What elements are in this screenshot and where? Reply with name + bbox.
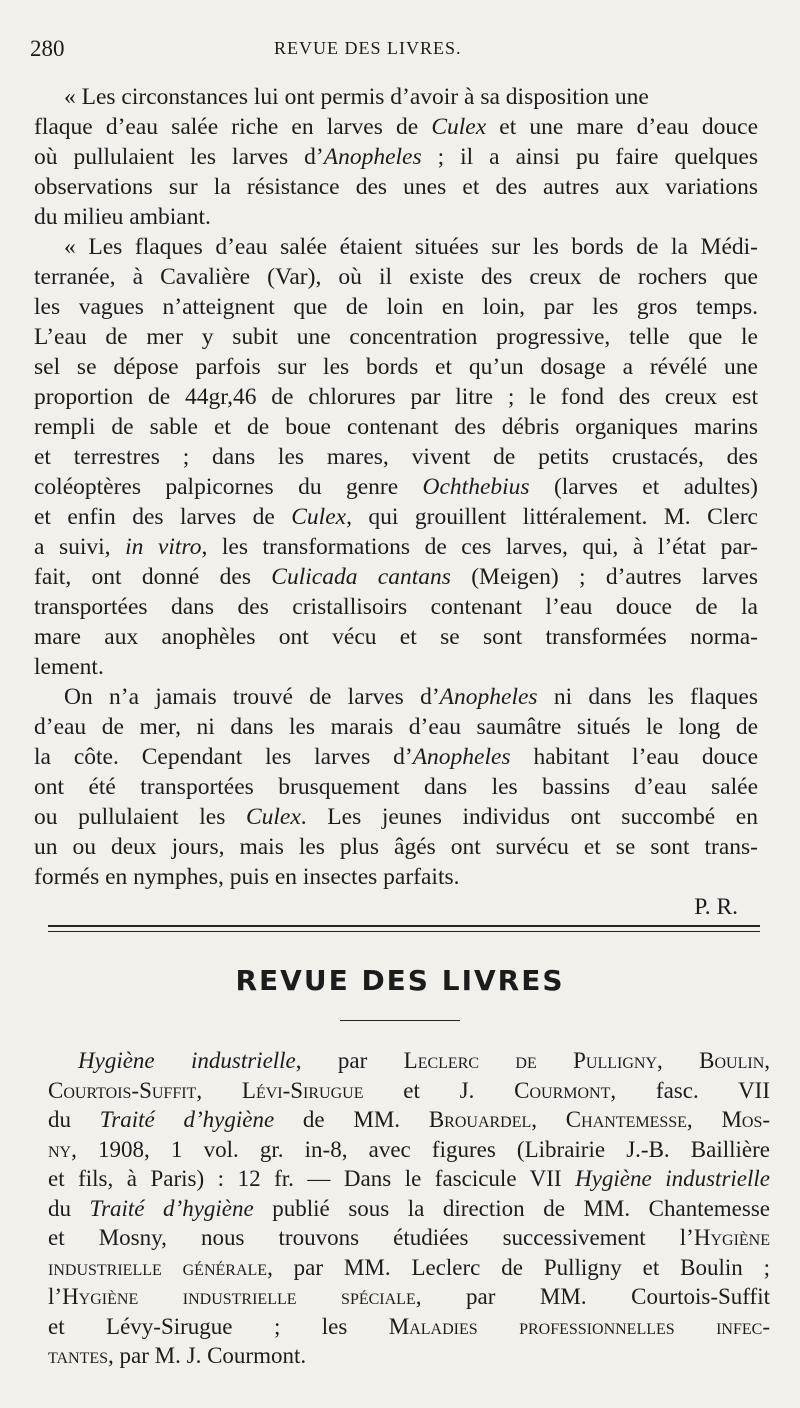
- text-line: [34, 622, 758, 652]
- text-segment: ,: [686, 1107, 722, 1132]
- text-segment: « Les circonstances lui ont permis d’avoir à sa disposition une: [64, 84, 649, 110]
- text-segment: ,: [531, 1107, 566, 1132]
- text-segment: ou pullulaient les: [34, 804, 246, 830]
- text-segment: lement.: [34, 654, 104, 680]
- text-segment: et Mosny, nous trouvons étudiées successivement l’: [48, 1225, 694, 1250]
- text-line: [34, 712, 758, 742]
- text-segment: . Les jeunes individus ont succombé en: [300, 804, 758, 830]
- section-title: REVUE DES LIVRES: [235, 964, 565, 997]
- text-line: [48, 1282, 770, 1312]
- text-segment: Traité d’hygiène: [89, 1195, 254, 1221]
- text-segment: (Meigen) ; d’autres larves: [450, 564, 758, 590]
- text-segment: du milieu ambiant.: [34, 204, 211, 230]
- text-segment: Hygiène industrielle: [78, 1048, 296, 1073]
- text-line: [48, 1194, 770, 1224]
- text-line: [48, 1341, 770, 1371]
- text-segment: , les transformations de ces larves, qui, à l’état par-: [201, 534, 758, 560]
- text-segment: un ou deux jours, mais les plus âgés ont survécu et se sont trans-: [34, 834, 758, 860]
- text-segment: Courmont: [514, 1077, 611, 1103]
- title-underline: [340, 1020, 460, 1021]
- text-segment: Maladies professionnelles infec-: [388, 1313, 770, 1339]
- text-segment: et enfin des larves de: [34, 504, 292, 530]
- text-segment: Culex: [291, 504, 347, 530]
- text-segment: Culicada cantans: [271, 564, 451, 590]
- page-header: [0, 36, 800, 66]
- text-segment: ni dans les flaques: [537, 684, 758, 710]
- text-line: [34, 502, 758, 532]
- review-text: [48, 1046, 770, 1371]
- text-line: [48, 1046, 770, 1076]
- text-line: [34, 532, 758, 562]
- text-segment: formés en nymphes, puis en insectes parfaits.: [34, 864, 460, 890]
- text-segment: coléoptères palpicornes du genre: [34, 474, 423, 500]
- text-segment: et fils, à Paris) : 12 fr. — Dans le fascicule VII: [48, 1166, 576, 1191]
- text-segment: Courtois-Suffit: [48, 1077, 197, 1103]
- text-segment: publié sous la direction de MM. Chantemesse: [253, 1195, 770, 1221]
- text-segment: ,: [764, 1048, 770, 1073]
- text-line: [34, 262, 758, 292]
- text-line: [48, 1164, 770, 1194]
- text-line: [34, 892, 758, 922]
- text-segment: observations sur la résistance des unes et des autres aux variations: [34, 174, 758, 200]
- text-segment: in vitro: [125, 534, 202, 560]
- text-segment: terranée, à Cavalière (Var), où il existe des creux de rochers que: [34, 264, 758, 290]
- text-segment: Anopheles: [439, 684, 538, 710]
- text-line: [34, 862, 758, 892]
- text-line: [34, 832, 758, 862]
- text-segment: , qui grouillent littéralement. M. Clerc: [346, 504, 758, 530]
- text-line: [34, 472, 758, 502]
- text-segment: où pullulaient les larves d’: [34, 144, 324, 170]
- text-line: [34, 112, 758, 142]
- text-segment: sel se dépose parfois sur les bords et qu’un dosage a révélé une: [34, 354, 758, 380]
- text-segment: Ochthebius: [422, 474, 530, 500]
- text-segment: Anopheles: [412, 744, 511, 770]
- text-line: [34, 742, 758, 772]
- text-line: [34, 562, 758, 592]
- text-line: [34, 652, 758, 682]
- text-segment: mare aux anophèles ont vécu et se sont transformées norma-: [34, 624, 758, 650]
- text-segment: proportion de 44gr,46 de chlorures par litre ; le fond des creux est: [34, 384, 758, 410]
- text-line: [34, 412, 758, 442]
- text-segment: flaque d’eau salée riche en larves de: [34, 114, 432, 140]
- text-segment: « Les flaques d’eau salée étaient situées sur les bords de la Médi-: [64, 234, 758, 260]
- text-segment: transportées dans des cristallisoirs contenant l’eau douce de la: [34, 594, 758, 620]
- text-line: [34, 772, 758, 802]
- text-segment: Culex: [245, 804, 301, 830]
- text-segment: Hygiène: [693, 1225, 770, 1250]
- text-line: [34, 322, 758, 352]
- text-line: [34, 442, 758, 472]
- page-number: 280: [30, 36, 65, 61]
- text-segment: Mos-: [721, 1107, 770, 1132]
- text-segment: ,: [657, 1048, 700, 1073]
- text-line: [34, 202, 758, 232]
- text-segment: a suivi,: [34, 534, 126, 560]
- text-segment: ,: [196, 1077, 242, 1103]
- text-segment: Traité d’hygiène: [99, 1107, 275, 1132]
- text-segment: de MM.: [274, 1107, 429, 1132]
- text-line: [34, 172, 758, 202]
- text-segment: fait, ont donné des: [34, 564, 272, 590]
- text-segment: rempli de sable et de boue contenant des débris organiques marins: [34, 414, 758, 440]
- text-segment: et terrestres ; dans les mares, vivent de petits crustacés, des: [34, 444, 758, 470]
- running-title: REVUE DES LIVRES.: [274, 38, 462, 58]
- text-segment: Leclerc de Pulligny: [403, 1048, 658, 1073]
- text-line: [48, 1135, 770, 1165]
- text-segment: tantes: [48, 1343, 109, 1368]
- text-segment: du: [48, 1195, 90, 1221]
- text-segment: , par M. J. Courmont.: [108, 1343, 307, 1368]
- body-text: [34, 82, 758, 922]
- text-segment: , par MM. Courtois-Suffit: [415, 1284, 770, 1309]
- text-segment: , par MM. Leclerc de Pulligny et Boulin ;: [267, 1254, 770, 1280]
- text-line: [34, 382, 758, 412]
- text-segment: l’: [48, 1284, 63, 1309]
- text-segment: Brouardel: [428, 1107, 532, 1132]
- text-line: [34, 682, 758, 712]
- text-segment: Lévi-Sirugue: [241, 1077, 364, 1103]
- text-segment: ; il a ainsi pu faire quelques: [421, 144, 758, 170]
- text-segment: et une mare d’eau douce: [486, 114, 758, 140]
- text-segment: les vagues n’atteignent que de loin en loin, par les gros temps.: [34, 294, 758, 320]
- text-segment: Chantemesse: [565, 1107, 687, 1132]
- text-line: [34, 292, 758, 322]
- text-segment: d’eau de mer, ni dans les marais d’eau saumâtre situés le long de: [34, 714, 758, 740]
- text-segment: et J.: [363, 1077, 515, 1103]
- text-segment: Hygiène industrielle: [575, 1166, 770, 1191]
- text-line: [48, 1076, 770, 1106]
- text-segment: ny: [48, 1136, 72, 1162]
- text-line: [48, 1312, 770, 1342]
- text-line: [34, 592, 758, 622]
- text-segment: et Lévy-Sirugue ; les: [48, 1313, 389, 1339]
- text-segment: L’eau de mer y subit une concentration progressive, telle que le: [34, 324, 758, 350]
- text-line: [34, 142, 758, 172]
- text-segment: , 1908, 1 vol. gr. in-8, avec figures (Librairie J.-B. Baillière: [71, 1136, 770, 1162]
- text-line: [48, 1253, 770, 1283]
- text-line: [48, 1223, 770, 1253]
- text-segment: , fasc. VII: [610, 1077, 770, 1103]
- text-line: [34, 232, 758, 262]
- text-segment: habitant l’eau douce: [510, 744, 758, 770]
- text-segment: P. R.: [694, 894, 738, 920]
- text-line: [34, 802, 758, 832]
- section-divider: [48, 925, 760, 932]
- text-segment: ont été transportées brusquement dans les bassins d’eau salée: [34, 774, 758, 800]
- text-segment: On n’a jamais trouvé de larves d’: [64, 684, 440, 710]
- text-segment: du: [48, 1107, 100, 1132]
- text-segment: Culex: [431, 114, 487, 140]
- text-line: [34, 352, 758, 382]
- text-segment: industrielle générale: [48, 1254, 268, 1280]
- text-line: [34, 82, 758, 112]
- text-segment: Boulin: [699, 1048, 765, 1073]
- text-segment: la côte. Cependant les larves d’: [34, 744, 413, 770]
- text-segment: Hygiène industrielle spéciale: [62, 1284, 416, 1309]
- text-segment: Anopheles: [323, 144, 422, 170]
- text-segment: , par: [295, 1048, 404, 1073]
- text-segment: (larves et adultes): [529, 474, 758, 500]
- text-line: [48, 1105, 770, 1135]
